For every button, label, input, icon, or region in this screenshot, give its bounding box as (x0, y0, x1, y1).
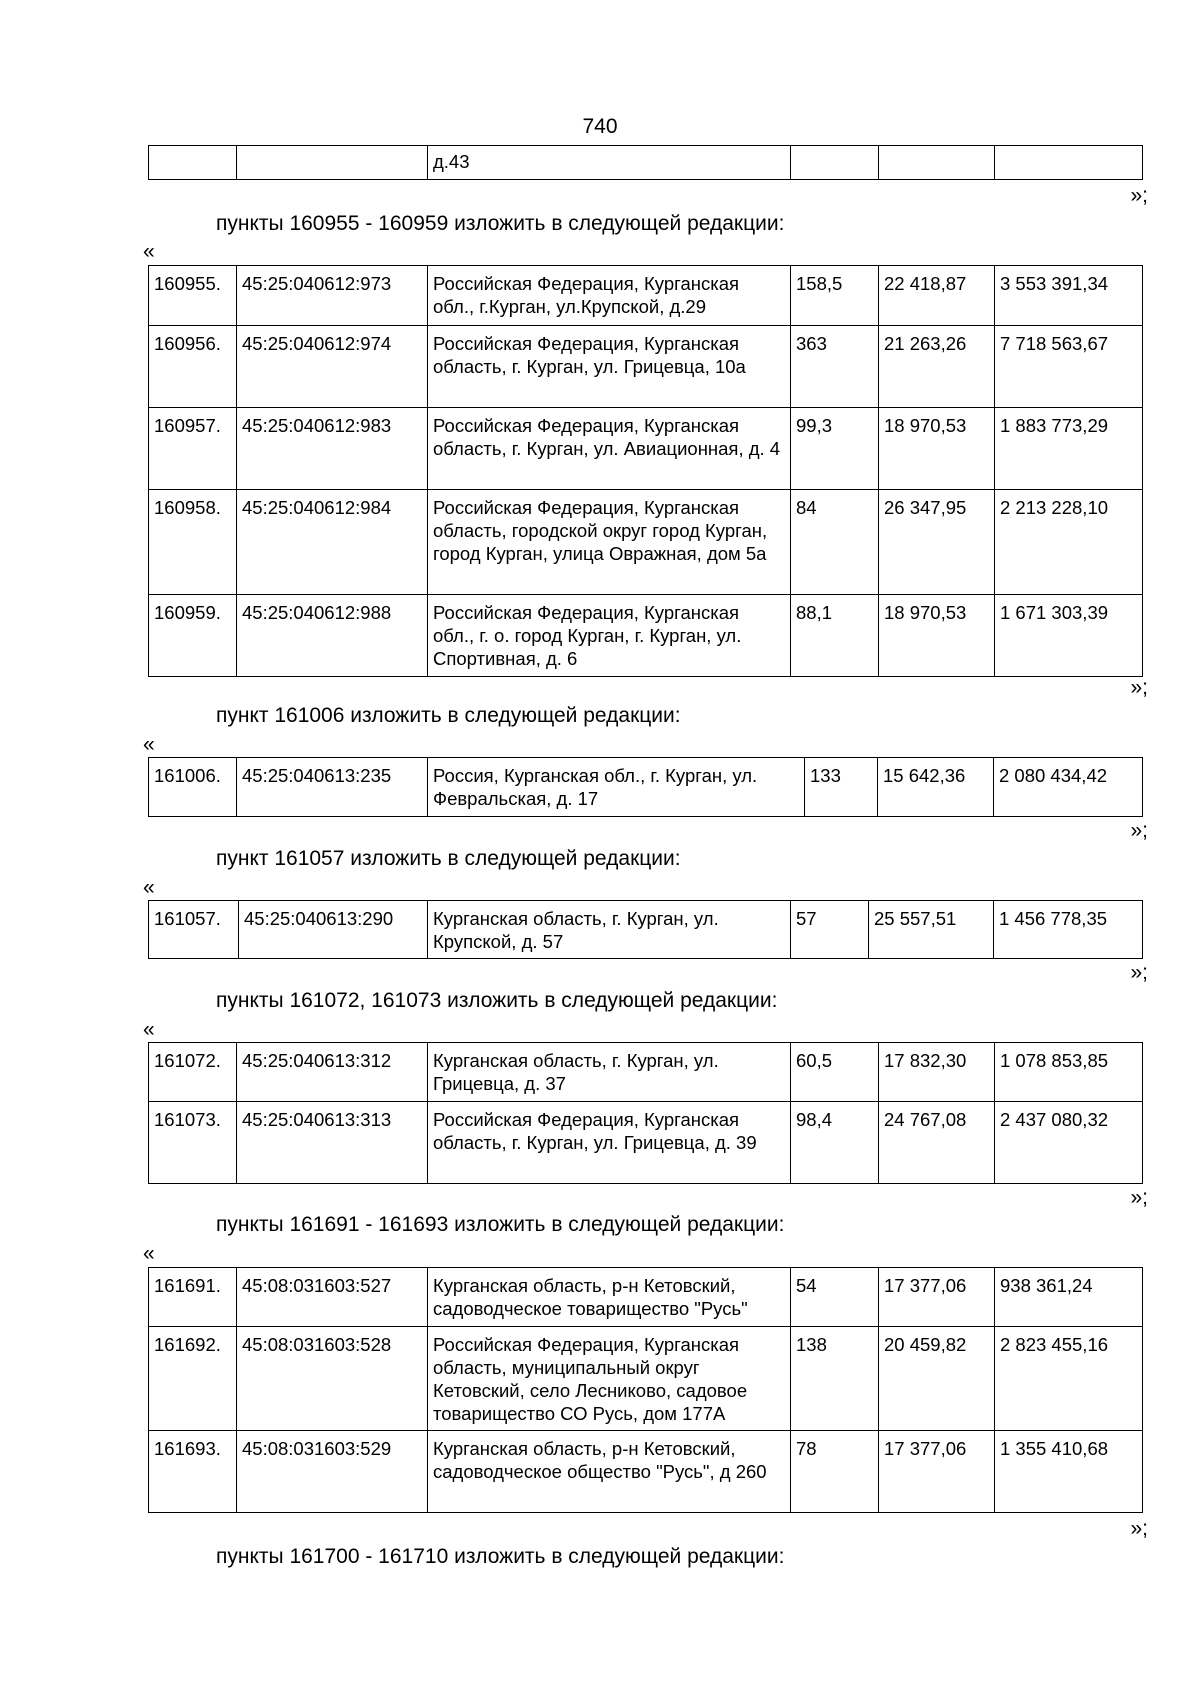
cell-area: 57 (791, 901, 869, 959)
cell-value: 7 718 563,67 (995, 326, 1143, 408)
cell-address: Российская Федерация, Курганская область, г. Курган, ул. Авиационная, д. 4 (428, 408, 791, 490)
cell-value: 1 456 778,35 (994, 901, 1143, 959)
cell-address: Курганская область, г. Курган, ул. Грицевца, д. 37 (428, 1043, 791, 1102)
section-heading: пункты 160955 - 160959 изложить в следующей редакции: (216, 212, 785, 235)
table-section-5 (148, 1267, 1143, 1513)
cell-rate: 21 263,26 (879, 326, 995, 408)
cell-rate: 17 832,30 (879, 1043, 995, 1102)
cell-rate (879, 146, 995, 180)
closing-quote: »; (1130, 961, 1148, 984)
cell-value: 2 823 455,16 (995, 1327, 1143, 1431)
closing-quote: »; (1130, 184, 1148, 207)
table-row (149, 490, 1143, 595)
cell-area: 78 (791, 1431, 879, 1513)
table-row (149, 146, 1143, 180)
cell-address: Российская Федерация, Курганская обл., г.Курган, ул.Крупской, д.29 (428, 266, 791, 326)
cell-address: Российская Федерация, Курганская область, городской округ город Курган, город Курган, улица Овражная, дом 5а (428, 490, 791, 595)
cell-cadastral: 45:08:031603:528 (237, 1327, 428, 1431)
section-heading: пункты 161691 - 161693 изложить в следующей редакции: (216, 1213, 785, 1236)
cell-rate: 15 642,36 (878, 758, 994, 817)
cell-area (791, 146, 879, 180)
table-row (149, 758, 1143, 817)
page-number: 740 (582, 115, 618, 138)
cell-rate: 17 377,06 (879, 1431, 995, 1513)
opening-quote: « (143, 240, 155, 263)
cell-address: Российская Федерация, Курганская область, г. Курган, ул. Грицевца, д. 39 (428, 1102, 791, 1184)
section-heading: пункты 161072, 161073 изложить в следующей редакции: (216, 989, 778, 1012)
cell-value: 938 361,24 (995, 1268, 1143, 1327)
cell-address: д.43 (428, 146, 791, 180)
cell-value: 2 437 080,32 (995, 1102, 1143, 1184)
table-row (149, 266, 1143, 326)
cell-address: Курганская область, р-н Кетовский, садоводческое общество "Русь", д 260 (428, 1431, 791, 1513)
cell-address: Курганская область, р-н Кетовский, садоводческое товарищество "Русь" (428, 1268, 791, 1327)
cell-value: 1 078 853,85 (995, 1043, 1143, 1102)
opening-quote: « (143, 1242, 155, 1265)
table-section-1 (148, 265, 1143, 677)
cell-cadastral: 45:08:031603:527 (237, 1268, 428, 1327)
cell-address: Курганская область, г. Курган, ул. Крупской, д. 57 (428, 901, 791, 959)
cell-cadastral: 45:25:040612:984 (237, 490, 428, 595)
cell-address: Российская Федерация, Курганская область, муниципальный округ Кетовский, село Лесниково, садовое товарищество СО Русь, дом 177А (428, 1327, 791, 1431)
cell-value: 1 671 303,39 (995, 595, 1143, 677)
table-section-3 (148, 900, 1143, 959)
cell-area: 98,4 (791, 1102, 879, 1184)
cell-number: 160957. (149, 408, 237, 490)
cell-area: 88,1 (791, 595, 879, 677)
cell-number (149, 146, 237, 180)
cell-number: 161692. (149, 1327, 237, 1431)
table-row (149, 1102, 1143, 1184)
cell-address: Российская Федерация, Курганская область, г. Курган, ул. Грицевца, 10а (428, 326, 791, 408)
cell-rate: 26 347,95 (879, 490, 995, 595)
cell-cadastral: 45:25:040613:290 (239, 901, 428, 959)
table-row (149, 1327, 1143, 1431)
cell-value: 1 355 410,68 (995, 1431, 1143, 1513)
cell-value: 2 080 434,42 (994, 758, 1143, 817)
cell-area: 363 (791, 326, 879, 408)
opening-quote: « (143, 1018, 155, 1041)
cell-number: 161691. (149, 1268, 237, 1327)
cell-number: 161006. (149, 758, 237, 817)
table-section-2 (148, 757, 1143, 817)
cell-area: 138 (791, 1327, 879, 1431)
cell-area: 54 (791, 1268, 879, 1327)
cell-value (995, 146, 1143, 180)
cell-number: 161057. (149, 901, 239, 959)
cell-rate: 18 970,53 (879, 408, 995, 490)
section-heading: пункт 161006 изложить в следующей редакции: (216, 704, 681, 727)
cell-rate: 24 767,08 (879, 1102, 995, 1184)
cell-cadastral: 45:25:040612:983 (237, 408, 428, 490)
cell-area: 84 (791, 490, 879, 595)
section-heading: пункты 161700 - 161710 изложить в следующей редакции: (216, 1545, 785, 1568)
cell-area: 158,5 (791, 266, 879, 326)
cell-cadastral: 45:25:040612:988 (237, 595, 428, 677)
cell-cadastral (237, 146, 428, 180)
cell-number: 161072. (149, 1043, 237, 1102)
cell-cadastral: 45:25:040613:235 (237, 758, 428, 817)
closing-quote: »; (1130, 819, 1148, 842)
closing-quote: »; (1130, 1186, 1148, 1209)
cell-number: 160956. (149, 326, 237, 408)
opening-quote: « (143, 876, 155, 899)
cell-address: Российская Федерация, Курганская обл., г. о. город Курган, г. Курган, ул. Спортивная, д. 6 (428, 595, 791, 677)
cell-rate: 18 970,53 (879, 595, 995, 677)
cell-address: Россия, Курганская обл., г. Курган, ул. Февральская, д. 17 (428, 758, 805, 817)
table-row (149, 326, 1143, 408)
cell-number: 160958. (149, 490, 237, 595)
cell-area: 99,3 (791, 408, 879, 490)
cell-number: 161693. (149, 1431, 237, 1513)
cell-value: 1 883 773,29 (995, 408, 1143, 490)
cell-value: 3 553 391,34 (995, 266, 1143, 326)
closing-quote: »; (1130, 676, 1148, 699)
cell-rate: 17 377,06 (879, 1268, 995, 1327)
cell-cadastral: 45:25:040613:312 (237, 1043, 428, 1102)
cell-area: 60,5 (791, 1043, 879, 1102)
table-row (149, 901, 1143, 959)
cell-rate: 22 418,87 (879, 266, 995, 326)
cell-rate: 20 459,82 (879, 1327, 995, 1431)
table-continuation (148, 145, 1143, 180)
table-row (149, 408, 1143, 490)
opening-quote: « (143, 733, 155, 756)
table-row (149, 1431, 1143, 1513)
table-row (149, 1268, 1143, 1327)
cell-cadastral: 45:25:040613:313 (237, 1102, 428, 1184)
table-row (149, 595, 1143, 677)
cell-number: 161073. (149, 1102, 237, 1184)
cell-value: 2 213 228,10 (995, 490, 1143, 595)
cell-cadastral: 45:25:040612:974 (237, 326, 428, 408)
table-row (149, 1043, 1143, 1102)
cell-area: 133 (805, 758, 878, 817)
closing-quote: »; (1130, 1517, 1148, 1540)
cell-cadastral: 45:08:031603:529 (237, 1431, 428, 1513)
cell-rate: 25 557,51 (869, 901, 994, 959)
table-section-4 (148, 1042, 1143, 1184)
section-heading: пункт 161057 изложить в следующей редакции: (216, 847, 681, 870)
cell-number: 160959. (149, 595, 237, 677)
cell-cadastral: 45:25:040612:973 (237, 266, 428, 326)
cell-number: 160955. (149, 266, 237, 326)
